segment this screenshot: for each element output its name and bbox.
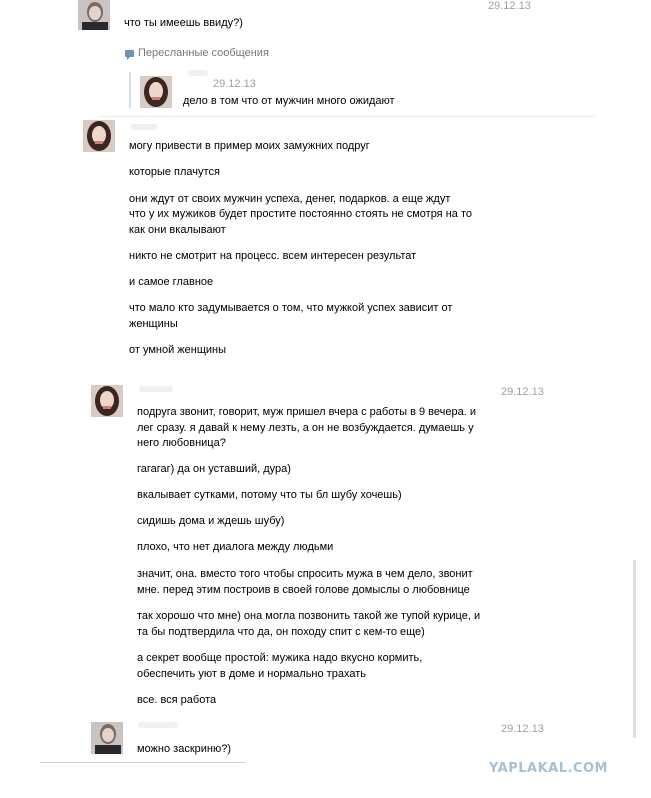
message-text: и самое главное xyxy=(129,276,214,288)
message-text: что мало кто задумывается о том, что мужкой успех зависит от xyxy=(129,302,453,314)
avatar[interactable] xyxy=(140,76,172,108)
scrollbar[interactable] xyxy=(633,560,636,738)
forwarded-date: 29.12.13 xyxy=(213,78,256,90)
watermark: YAPLAKAL.COM xyxy=(489,761,608,776)
male-avatar-icon xyxy=(91,722,123,754)
message-date: 29.12.13 xyxy=(488,0,531,12)
message-text: все. вся работа xyxy=(137,694,217,706)
forward-bar xyxy=(129,72,131,108)
message-text: обеспечить уют в доме и нормально трахать xyxy=(137,668,366,680)
message-text: мне. перед этим построив в своей голове домыслы о любовнице xyxy=(137,584,470,596)
message-text: гагагаг) да он уставший, дура) xyxy=(137,463,291,475)
message-text: как они вкалывают xyxy=(129,224,226,236)
message-text: значит, она. вместо того чтобы спросить мужа в чем дело, звонит xyxy=(137,568,473,580)
message-text: сидишь дома и ждешь шубу) xyxy=(137,515,285,527)
sender-name xyxy=(188,70,208,76)
female-avatar-icon xyxy=(91,385,123,417)
forwarded-label[interactable]: Пересланные сообщения xyxy=(138,47,269,59)
female-avatar-icon xyxy=(140,76,172,108)
message-text: можно заскриню?) xyxy=(137,743,232,755)
divider xyxy=(100,116,595,117)
forward-icon xyxy=(125,50,134,57)
message-text: вкалывает сутками, потому что ты бл шубу хочешь) xyxy=(137,489,402,501)
sender-name xyxy=(131,124,157,130)
forwarded-text: дело в том что от мужчин много ожидают xyxy=(183,95,395,107)
female-avatar-icon xyxy=(83,120,115,152)
message-text: него любовница? xyxy=(137,437,226,449)
message-date: 29.12.13 xyxy=(501,386,544,398)
message-text: лег сразу. я давай к нему лезть, а он не возбуждается. думаешь у xyxy=(137,422,474,434)
message-text: плохо, что нет диалога между людьми xyxy=(137,541,334,553)
avatar[interactable] xyxy=(91,385,123,417)
message-text: могу привести в пример моих замужних подруг xyxy=(129,140,370,152)
message-text: женщины xyxy=(129,318,178,330)
avatar[interactable] xyxy=(78,0,110,30)
message-text: а секрет вообще простой: мужика надо вкусно кормить, xyxy=(137,652,423,664)
message-text: так хорошо что мне) она могла позвонить такой же тупой курице, и xyxy=(137,610,481,622)
sender-name xyxy=(139,386,173,392)
message-date: 29.12.13 xyxy=(501,723,544,735)
message-text: та бы подтвердила что да, он походу спит с кем-то еще) xyxy=(137,626,425,638)
avatar[interactable] xyxy=(83,120,115,152)
message-text: что ты имеешь ввиду?) xyxy=(124,17,243,29)
message-text: они ждут от своих мужчин успеха, денег, подарков. а еще ждут xyxy=(129,193,451,205)
message-text: которые плачутся xyxy=(129,166,220,178)
divider xyxy=(40,762,245,763)
message-text: подруга звонит, говорит, муж пришел вчера с работы в 9 вечера. и xyxy=(137,406,476,418)
message-text: от умной женщины xyxy=(129,344,227,356)
message-text: что у их мужиков будет простите постоянно стоять не смотря на то xyxy=(129,208,472,220)
sender-name xyxy=(138,722,178,728)
avatar[interactable] xyxy=(91,722,123,754)
message-text: никто не смотрит на процесс. всем интересен результат xyxy=(129,250,417,262)
male-avatar-icon xyxy=(78,0,110,30)
